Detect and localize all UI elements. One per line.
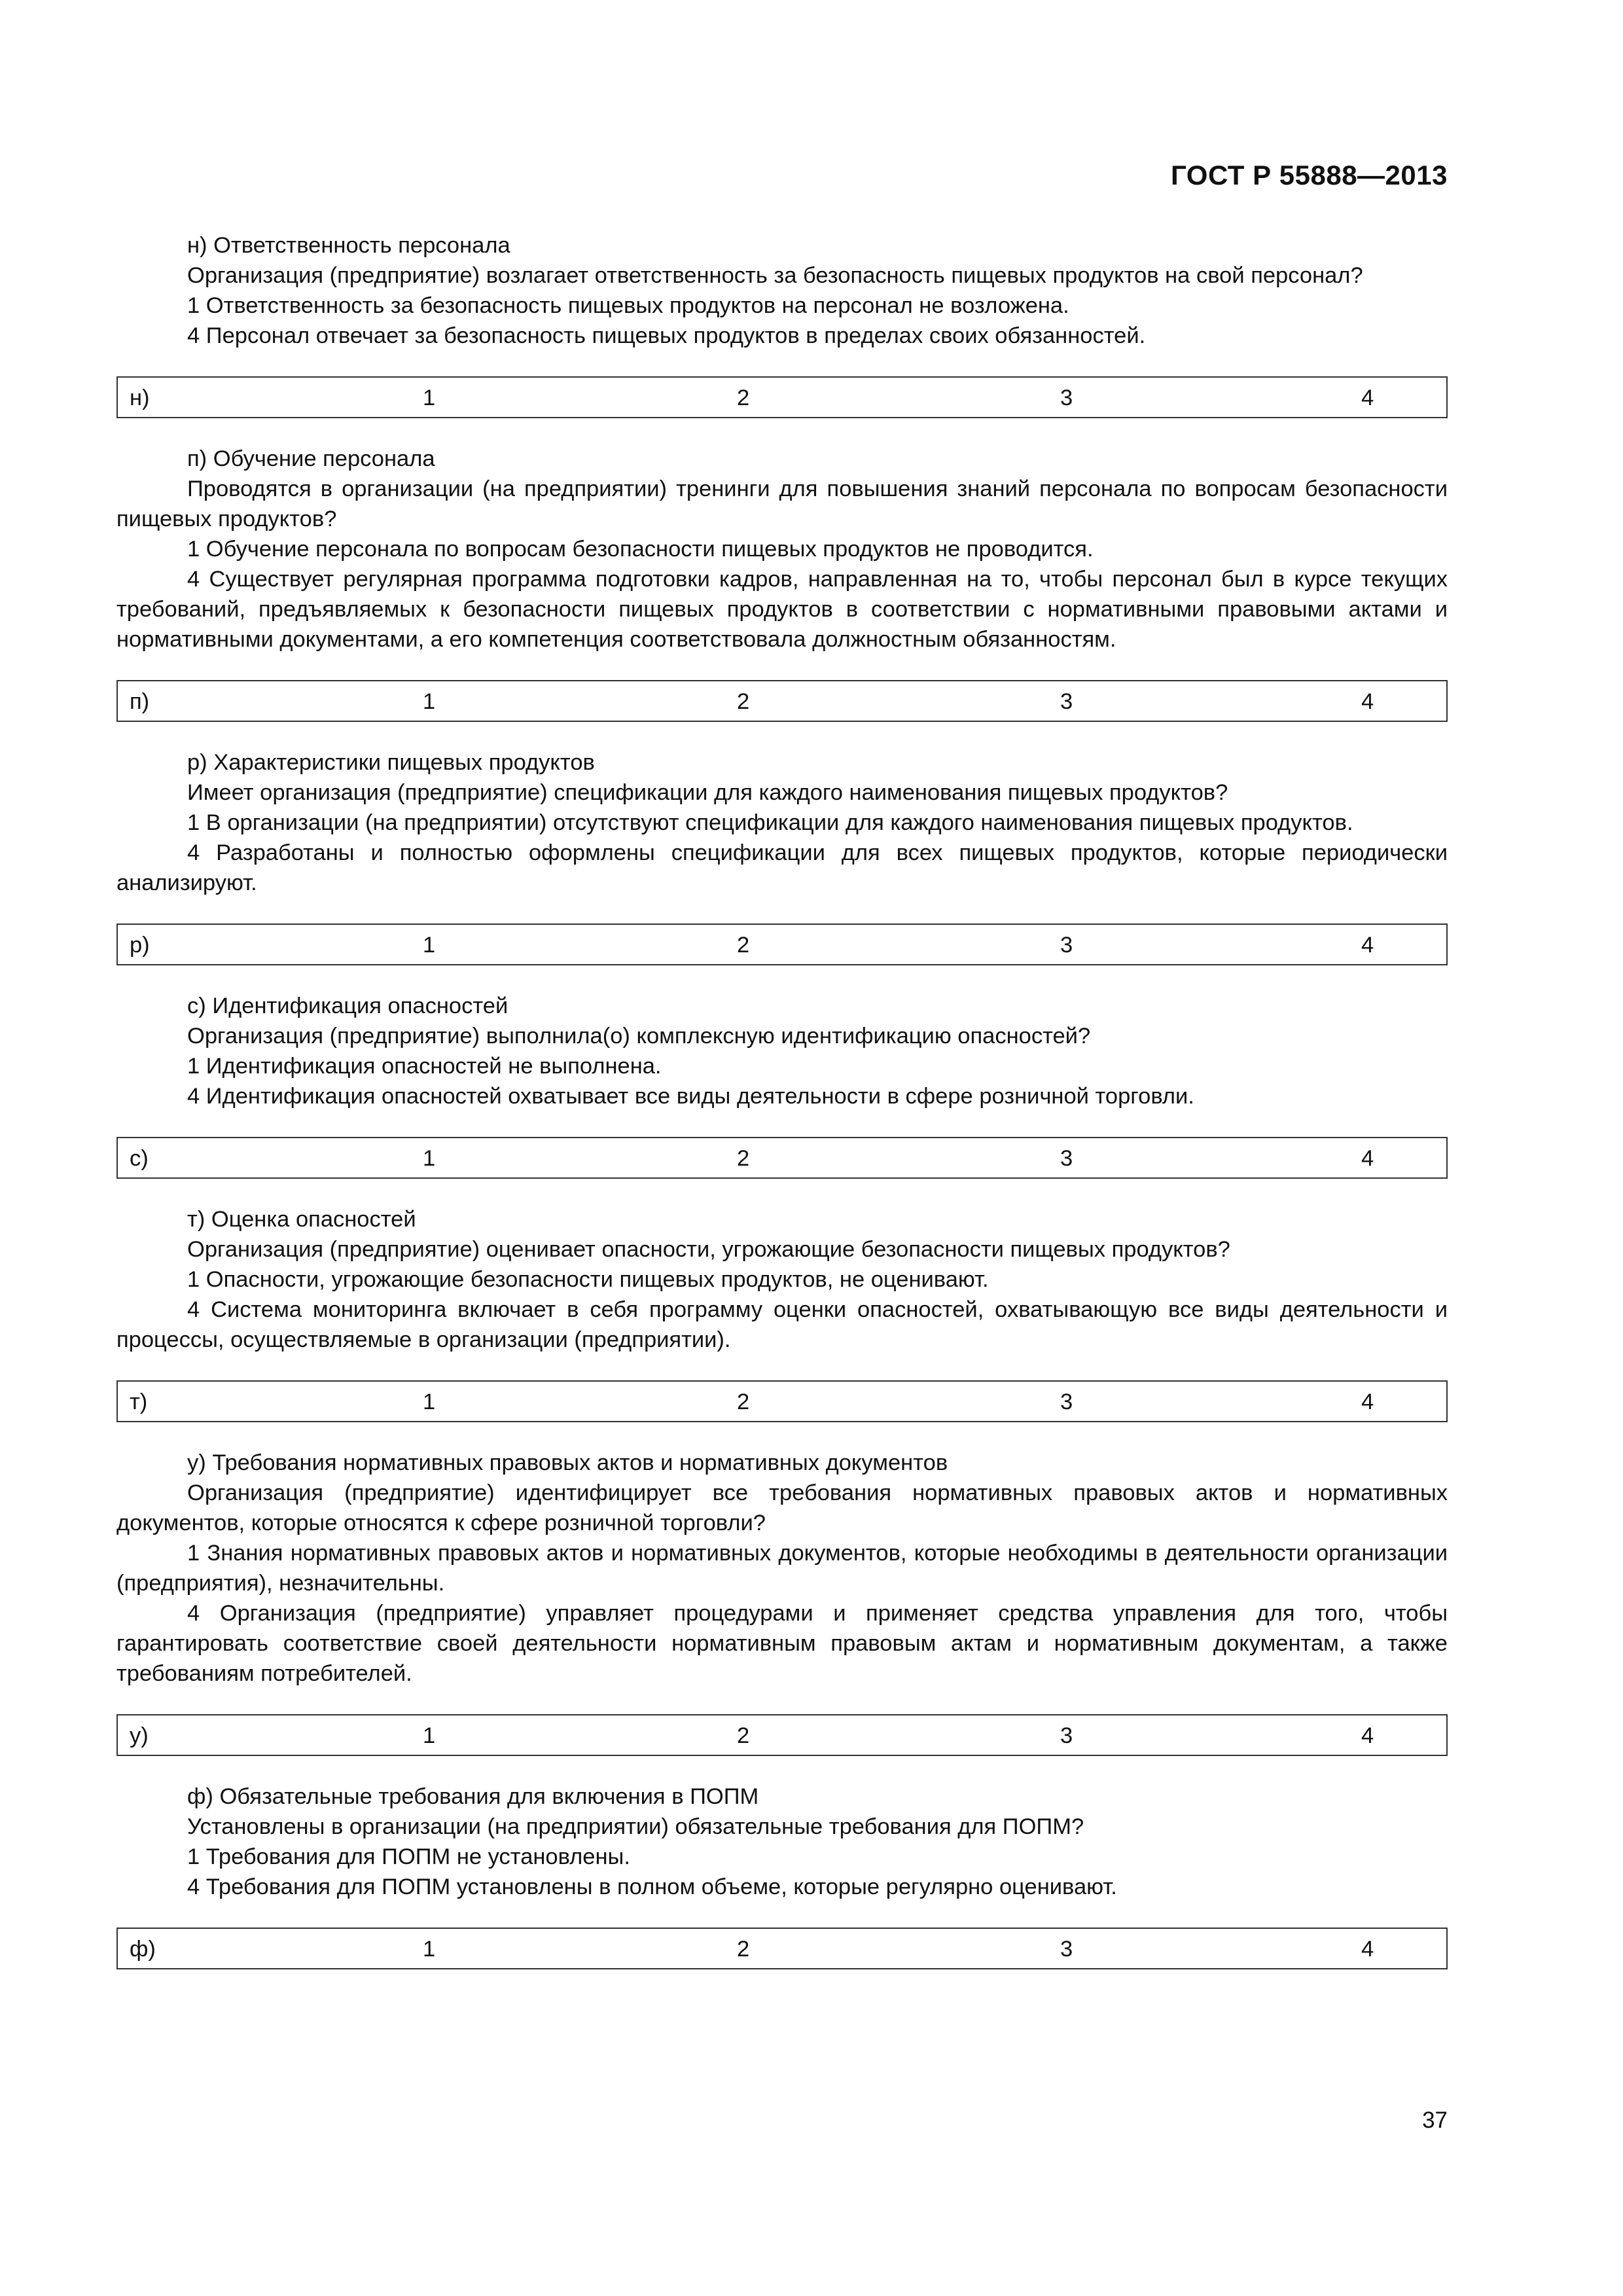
scale-value-2: 2 <box>737 1390 750 1414</box>
scale-value-1: 1 <box>423 1723 436 1748</box>
scale-label: р) <box>130 933 150 958</box>
criterion-f <box>116 1782 1448 1969</box>
criterion-question: Установлены в организации (на предприятии) обязательные требования для ПОПМ? <box>187 1814 1084 1839</box>
scale-value-4: 4 <box>1361 933 1374 958</box>
score-4-description: 4 Требования для ПОПМ установлены в полном объеме, которые регулярно оценивают. <box>187 1874 1117 1899</box>
scale-value-4: 4 <box>1361 1390 1374 1414</box>
rating-scale <box>116 1380 1448 1422</box>
criterion-title: н) Ответственность персонала <box>187 233 510 258</box>
scale-value-2: 2 <box>737 1723 750 1748</box>
scale-value-4: 4 <box>1361 386 1374 410</box>
scale-value-2: 2 <box>737 689 750 714</box>
scale-value-3: 3 <box>1060 1390 1073 1414</box>
criterion-title: у) Требования нормативных правовых актов и нормативных документов <box>187 1450 948 1475</box>
scale-value-1: 1 <box>423 689 436 714</box>
criterion-question: Проводятся в организации (на предприятии) тренинги для повышения знаний персонала по вопросам безопасности пищевых продуктов? <box>116 476 1448 531</box>
criterion-r <box>116 747 1448 965</box>
scale-value-2: 2 <box>737 1937 750 1962</box>
scale-value-2: 2 <box>737 933 750 958</box>
scale-value-1: 1 <box>423 1390 436 1414</box>
rating-scale <box>116 1928 1448 1969</box>
scale-label: п) <box>130 689 150 714</box>
scale-value-3: 3 <box>1060 689 1073 714</box>
criterion-question: Организация (предприятие) оценивает опасности, угрожающие безопасности пищевых продуктов? <box>187 1237 1230 1262</box>
scale-label: у) <box>130 1723 149 1748</box>
scale-label: н) <box>130 386 150 410</box>
score-1-description: 1 Обучение персонала по вопросам безопасности пищевых продуктов не проводится. <box>187 537 1094 562</box>
score-4-description: 4 Организация (предприятие) управляет процедурами и применяет средства управления для того, чтобы гарантировать соответствие своей деятельности нормативным правовым актам и нормативным документам, а также требованиям потребителей. <box>116 1601 1448 1686</box>
criterion-p <box>116 444 1448 722</box>
scale-label: с) <box>130 1146 149 1171</box>
scale-value-1: 1 <box>423 386 436 410</box>
rating-scale <box>116 924 1448 965</box>
score-4-description: 4 Существует регулярная программа подготовки кадров, направленная на то, чтобы персонал был в курсе текущих требований, предъявляемых к безопасности пищевых продуктов в соответствии с нормативными правовыми актами и нормативными документами, а его компетенция соответствовала должностным обязанностям. <box>116 567 1448 652</box>
criterion-u <box>116 1448 1448 1756</box>
scale-value-4: 4 <box>1361 689 1374 714</box>
criterion-title: ф) Обязательные требования для включения в ПОПМ <box>187 1784 759 1809</box>
criterion-n <box>116 230 1448 418</box>
criterion-question: Организация (предприятие) возлагает ответственность за безопасность пищевых продуктов на свой персонал? <box>187 263 1363 288</box>
score-4-description: 4 Идентификация опасностей охватывает все виды деятельности в сфере розничной торговли. <box>187 1084 1194 1109</box>
scale-value-3: 3 <box>1060 933 1073 958</box>
criterion-title: т) Оценка опасностей <box>187 1207 416 1232</box>
scale-label: ф) <box>130 1937 156 1962</box>
rating-scale <box>116 376 1448 418</box>
scale-value-3: 3 <box>1060 386 1073 410</box>
document-code: ГОСТ Р 55888—2013 <box>1171 160 1448 190</box>
scale-value-3: 3 <box>1060 1937 1073 1962</box>
criterion-question: Организация (предприятие) идентифицирует все требования нормативных правовых актов и нормативных документов, которые относятся к сфере розничной торговли? <box>116 1480 1448 1535</box>
score-1-description: 1 В организации (на предприятии) отсутствуют спецификации для каждого наименования пищевых продуктов. <box>187 810 1353 835</box>
score-1-description: 1 Требования для ПОПМ не установлены. <box>187 1844 630 1869</box>
rating-scale <box>116 1137 1448 1179</box>
scale-label: т) <box>130 1390 148 1414</box>
scale-value-3: 3 <box>1060 1723 1073 1748</box>
scale-value-3: 3 <box>1060 1146 1073 1171</box>
criterion-title: с) Идентификация опасностей <box>187 994 508 1018</box>
criterion-title: р) Характеристики пищевых продуктов <box>187 750 595 775</box>
criterion-t <box>116 1204 1448 1422</box>
scale-value-1: 1 <box>423 1937 436 1962</box>
criterion-question: Организация (предприятие) выполнила(о) комплексную идентификацию опасностей? <box>187 1024 1091 1049</box>
scale-value-1: 1 <box>423 1146 436 1171</box>
score-1-description: 1 Опасности, угрожающие безопасности пищевых продуктов, не оценивают. <box>187 1267 989 1292</box>
criterion-question: Имеет организация (предприятие) спецификации для каждого наименования пищевых продуктов? <box>187 780 1228 805</box>
rating-scale <box>116 680 1448 722</box>
score-1-description: 1 Идентификация опасностей не выполнена. <box>187 1054 662 1079</box>
scale-value-4: 4 <box>1361 1146 1374 1171</box>
scale-value-2: 2 <box>737 1146 750 1171</box>
scale-value-4: 4 <box>1361 1723 1374 1748</box>
scale-value-1: 1 <box>423 933 436 958</box>
page-number: 37 <box>1422 2108 1448 2133</box>
scale-value-2: 2 <box>737 386 750 410</box>
criterion-s <box>116 991 1448 1179</box>
score-4-description: 4 Система мониторинга включает в себя программу оценки опасностей, охватывающую все виды деятельности и процессы, осуществляемые в организации (предприятии). <box>116 1297 1448 1352</box>
rating-scale <box>116 1714 1448 1756</box>
criterion-title: п) Обучение персонала <box>187 446 435 471</box>
score-4-description: 4 Персонал отвечает за безопасность пищевых продуктов в пределах своих обязанностей. <box>187 323 1146 348</box>
score-1-description: 1 Знания нормативных правовых актов и нормативных документов, которые необходимы в деятельности организации (предприятия), незначительны. <box>116 1541 1448 1596</box>
scale-value-4: 4 <box>1361 1937 1374 1962</box>
score-1-description: 1 Ответственность за безопасность пищевых продуктов на персонал не возложена. <box>187 293 1069 318</box>
score-4-description: 4 Разработаны и полностью оформлены спецификации для всех пищевых продуктов, которые периодически анализируют. <box>116 840 1448 895</box>
assessment-criteria <box>116 230 1448 1995</box>
